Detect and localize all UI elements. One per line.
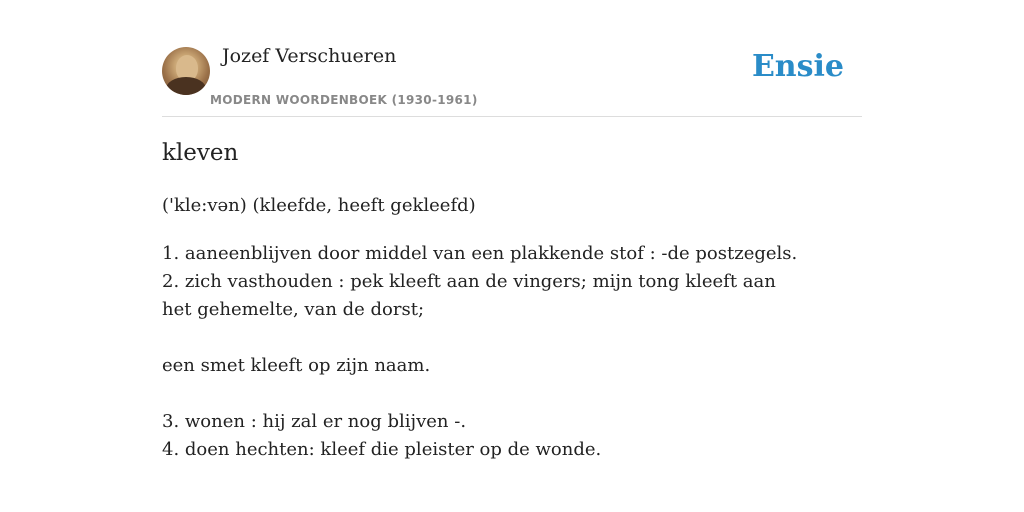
definition-line: 3. wonen : hij zal er nog blijven -. xyxy=(162,411,467,432)
source-label: MODERN WOORDENBOEK (1930-1961) xyxy=(210,93,478,107)
definition-line: een smet kleeft op zijn naam. xyxy=(162,355,431,376)
definition-line: 2. zich vasthouden : pek kleeft aan de vingers; mijn tong kleeft aan het gehemelte, van de dorst; xyxy=(162,271,776,320)
blank-line xyxy=(162,324,802,352)
definition-line: 1. aaneenblijven door middel van een plakkende stof : -de postzegels. xyxy=(162,243,798,264)
author-name[interactable]: Jozef Verschueren xyxy=(222,45,397,67)
entry-word: kleven xyxy=(162,140,239,166)
definition-body xyxy=(162,240,802,464)
author-avatar[interactable] xyxy=(162,47,210,95)
pronunciation: ('kle:vən) (kleefde, heeft gekleefd) xyxy=(162,195,476,216)
blank-line xyxy=(162,380,802,408)
entry-header xyxy=(162,0,862,117)
ensie-logo[interactable]: Ensie xyxy=(751,49,844,84)
definition-line: 4. doen hechten: kleef die pleister op de wonde. xyxy=(162,439,602,460)
entry-card xyxy=(162,0,862,460)
avatar-coat xyxy=(166,77,206,95)
